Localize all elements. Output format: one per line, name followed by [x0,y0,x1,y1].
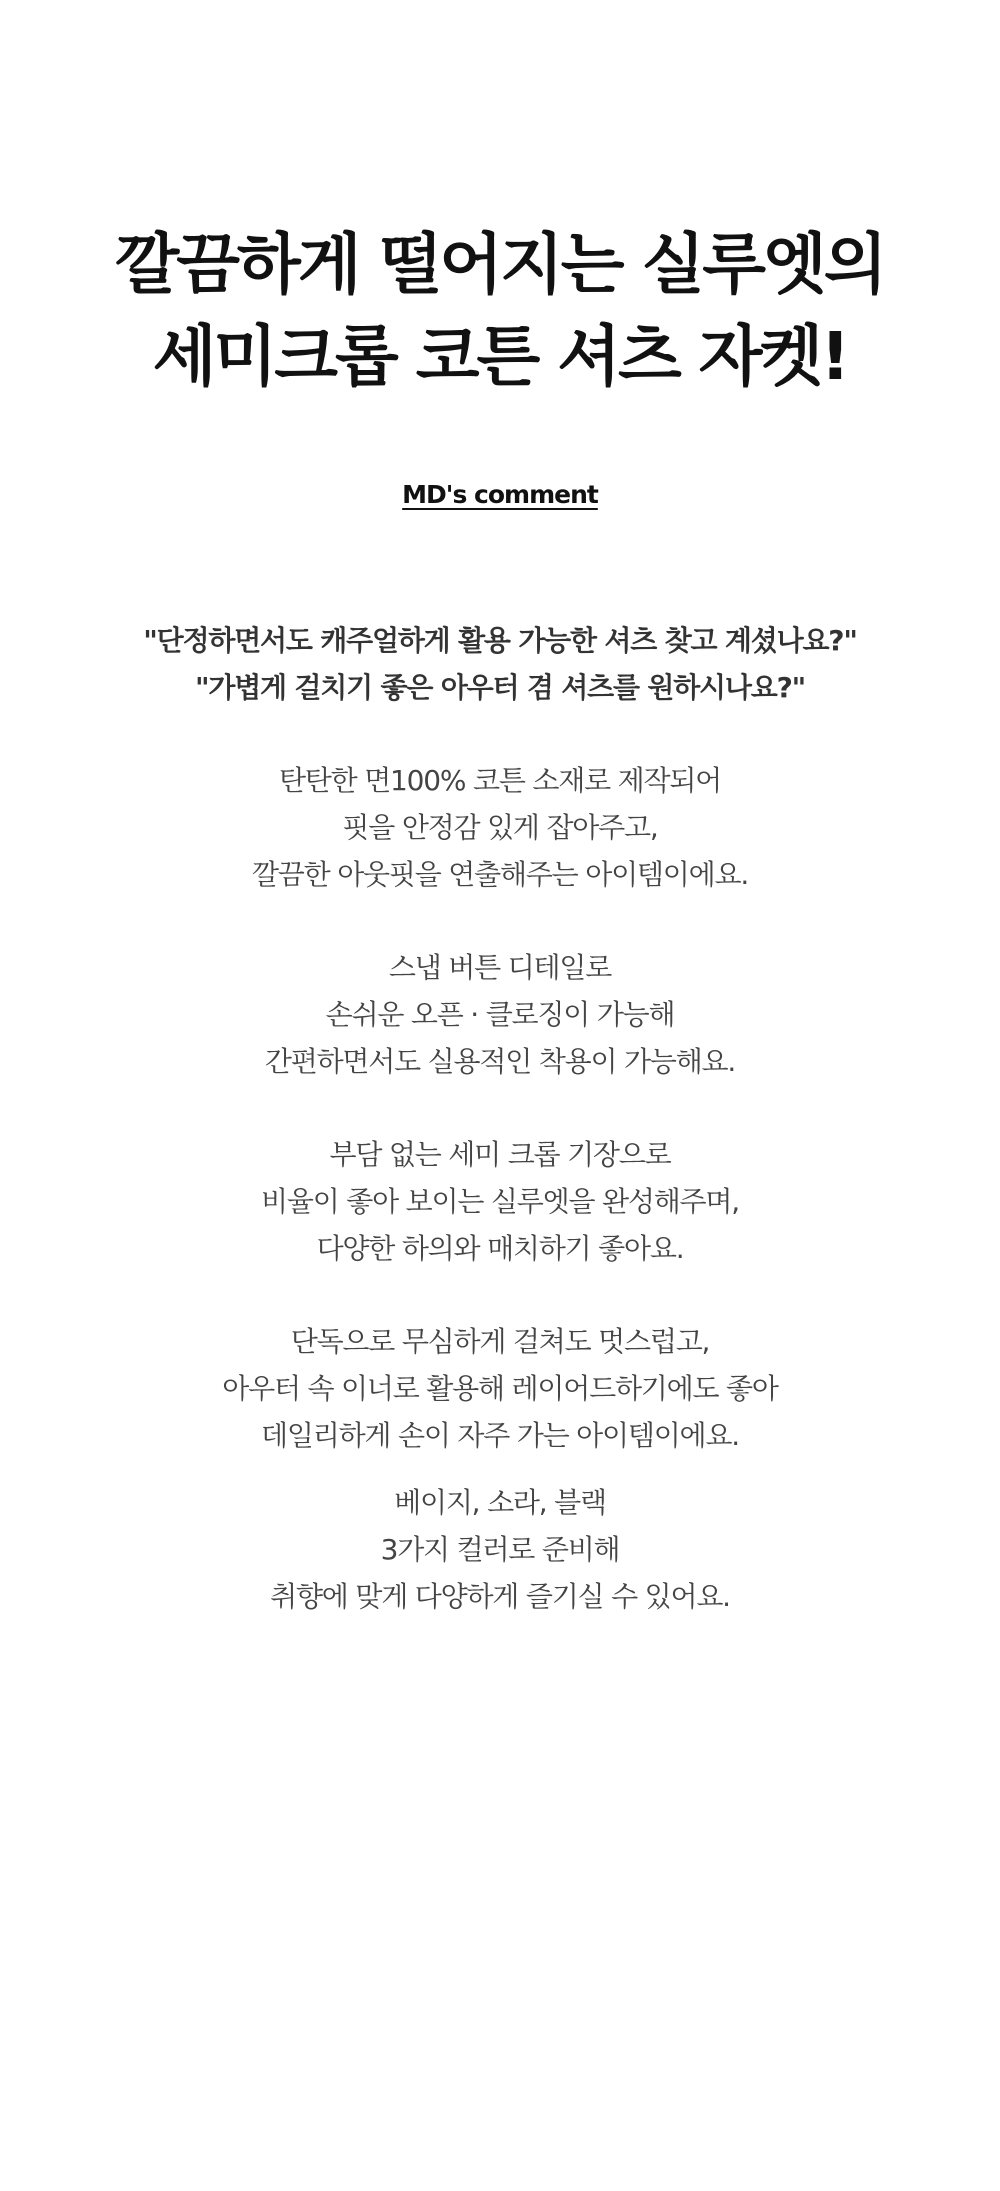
description-line: 깔끔한 아웃핏을 연출해주는 아이템이에요. [251,858,749,891]
product-headline [0,219,1000,403]
description-line: 부담 없는 세미 크롭 기장으로 [329,1138,671,1171]
description-line: 베이지, 소라, 블랙 [394,1486,606,1519]
description-line: 스냅 버튼 디테일로 [388,951,612,984]
description-line: 다양한 하의와 매치하기 좋아요. [316,1232,684,1265]
quote-line: "가볍게 걸치기 좋은 아우터 겸 셔츠를 원하시나요?" [194,671,806,704]
description-paragraph-1 [0,757,1000,898]
description-paragraph-3 [0,1131,1000,1272]
quote-line: "단정하면서도 캐주얼하게 활용 가능한 셔츠 찾고 계셨나요?" [143,624,857,657]
md-comment-label: MD's comment [402,480,598,509]
quote-block [0,617,1000,711]
description-line: 3가지 컬러로 준비해 [380,1533,620,1566]
headline-line-1: 깔끔하게 떨어지는 실루엣의 [115,226,885,304]
description-line: 탄탄한 면100% 코튼 소재로 제작되어 [278,764,722,797]
headline-line-2: 세미크롭 코튼 셔츠 자켓! [152,318,848,396]
md-comment-section-label [0,480,1000,509]
description-line: 아우터 속 이너로 활용해 레이어드하기에도 좋아 [222,1372,778,1405]
description-paragraph-5 [0,1479,1000,1620]
description-paragraph-2 [0,944,1000,1085]
description-line: 데일리하게 손이 자주 가는 아이템이에요. [261,1419,739,1452]
description-line: 간편하면서도 실용적인 착용이 가능해요. [264,1045,736,1078]
description-line: 비율이 좋아 보이는 실루엣을 완성해주며, [261,1185,739,1218]
description-line: 손쉬운 오픈 · 클로징이 가능해 [325,998,675,1031]
description-line: 핏을 안정감 있게 잡아주고, [342,811,658,844]
description-line: 단독으로 무심하게 걸쳐도 멋스럽고, [290,1325,710,1358]
description-line: 취향에 맞게 다양하게 즐기실 수 있어요. [270,1580,730,1613]
description-paragraph-4 [0,1318,1000,1459]
